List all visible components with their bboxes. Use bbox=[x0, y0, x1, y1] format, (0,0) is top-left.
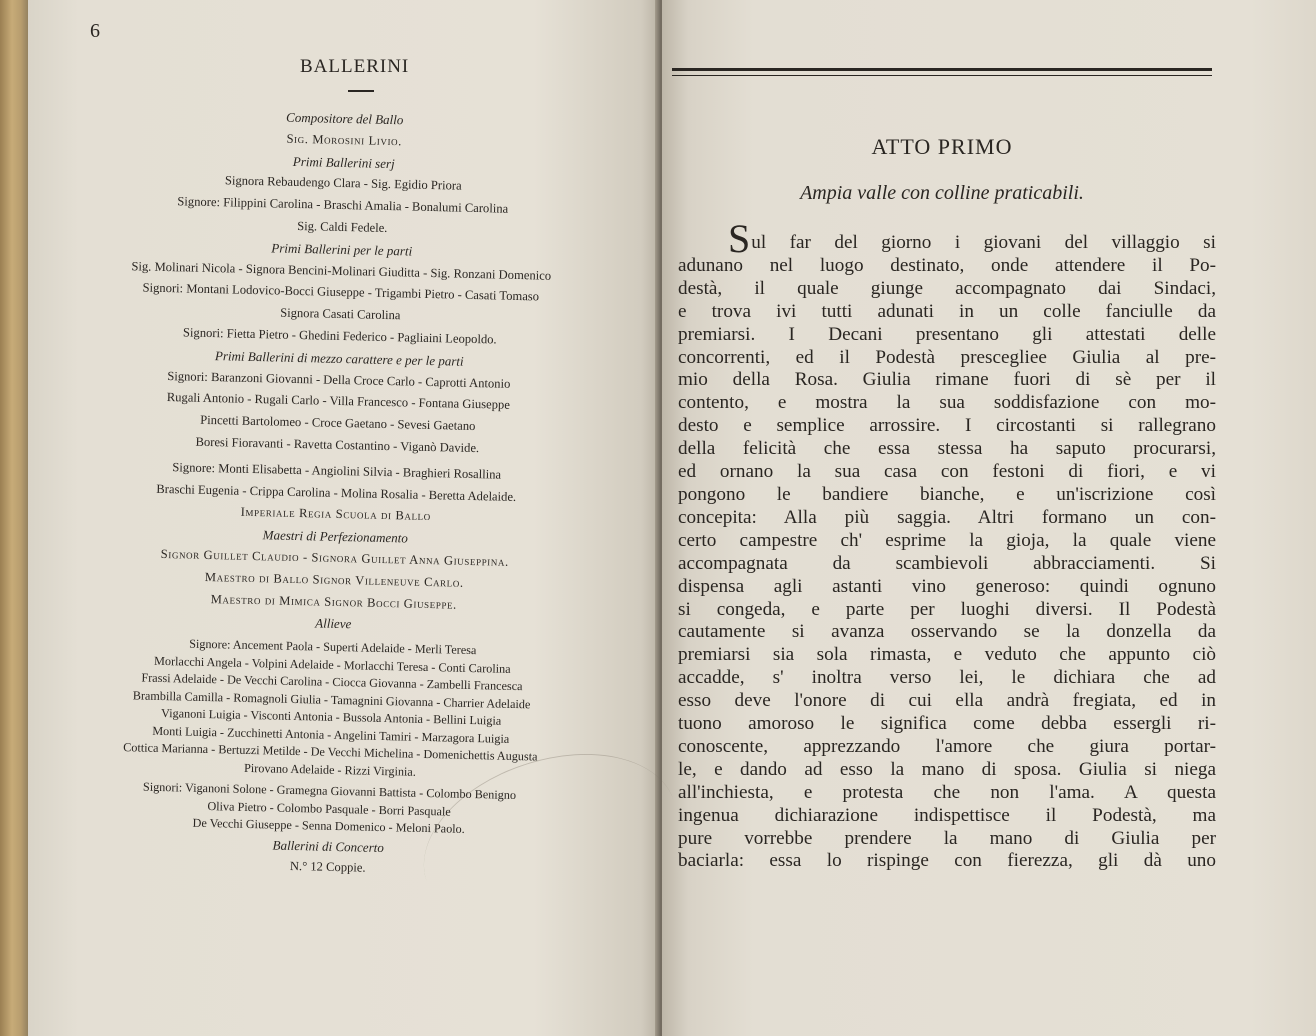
cast-line: Pirovano Adelaide - Rizzi Virginia. bbox=[243, 760, 417, 779]
cast-line: Frassi Adelaide - De Vecchi Carolina - Ciocca Giovanna - Zambelli Francesca bbox=[141, 670, 523, 694]
cast-list bbox=[33, 101, 640, 885]
body-line: destà, il quale giunge accompagnato dai Sindaci, bbox=[678, 277, 1216, 299]
page-number: 6 bbox=[90, 20, 100, 42]
cast-line: Signori: Viganoni Solone - Gramegna Giovanni Battista - Colombo Benigno bbox=[142, 779, 517, 803]
body-line: dispensa agli astanti vino generoso: quindi ognuno bbox=[678, 575, 1216, 597]
cast-line: Signore: Monti Elisabetta - Angiolini Silvia - Braghieri Rosallina bbox=[172, 459, 502, 482]
body-line: e trova ivi tutti adunati in un colle fanciulle da bbox=[678, 300, 1216, 322]
cast-line: Morlacchi Angela - Volpini Adelaide - Morlacchi Teresa - Conti Carolina bbox=[153, 653, 511, 676]
cast-line: N.° 12 Coppie. bbox=[289, 859, 366, 876]
cast-line: Viganoni Luigia - Visconti Antonia - Bussola Antonia - Bellini Luigia bbox=[160, 706, 502, 728]
body-line: pure vorrebbe prendere la mano di Giulia per bbox=[678, 827, 1216, 849]
title-rule bbox=[348, 90, 374, 92]
cast-line: De Vecchi Giuseppe - Senna Domenico - Meloni Paolo. bbox=[192, 815, 465, 837]
body-line: della felicità che essa stessa ha saputo procurarsi, bbox=[678, 438, 1216, 460]
cast-line: Signori: Fietta Pietro - Ghedini Federico - Pagliaini Leopoldo. bbox=[182, 325, 497, 347]
cast-line: Primi Ballerini serj bbox=[292, 153, 395, 171]
cast-line: Primi Ballerini per le parti bbox=[271, 240, 413, 259]
cast-line: Signor Guillet Claudio - Signora Guillet Anna Giuseppina. bbox=[160, 546, 509, 569]
scene-title: Ampia valle con colline praticabili. bbox=[800, 182, 1084, 204]
cast-line: Ballerini di Concerto bbox=[272, 837, 385, 855]
body-line: le, e dando ad esso la mano di sposa. Giulia si niega bbox=[678, 758, 1216, 780]
cast-line: Sig. Caldi Fedele. bbox=[297, 218, 388, 235]
body-line: cautamente si avanza osservando se la donzella da bbox=[678, 621, 1216, 643]
body-line: conoscente, apprezzando l'amore che giura portar- bbox=[678, 735, 1216, 757]
cast-line: Imperiale Regia Scuola di Ballo bbox=[240, 505, 432, 524]
cast-line: Oliva Pietro - Colombo Pasquale - Borri Pasquale bbox=[207, 798, 451, 819]
body-line: adunano nel luogo destinato, onde attendere il Po- bbox=[678, 254, 1216, 276]
body-line: desto e semplice arrossire. I circostanti si rallegrano bbox=[678, 415, 1216, 437]
cast-line: Cottica Marianna - Bertuzzi Metilde - De Vecchi Michelina - Domenichettis Augusta bbox=[123, 740, 538, 764]
body-line: contento, e mostra la sua soddisfazione con mo- bbox=[678, 392, 1216, 414]
cast-line: Signori: Baranzoni Giovanni - Della Croce Carlo - Caprotti Antonio bbox=[167, 368, 511, 391]
cast-line: Sig. Morosini Livio. bbox=[286, 131, 403, 149]
body-line: certo campestre ch' esprime la gioja, la quale viene bbox=[678, 529, 1216, 551]
cast-line: Allieve bbox=[315, 615, 352, 632]
cast-line: Pincetti Bartolomeo - Croce Gaetano - Sevesi Gaetano bbox=[200, 412, 476, 434]
cast-line: Signora Rebaudengo Clara - Sig. Egidio Priora bbox=[224, 173, 462, 194]
cast-line: Maestro di Ballo Signor Villeneuve Carlo. bbox=[204, 569, 464, 590]
body-line: concepita: Alla più saggia. Altri formano un con- bbox=[678, 506, 1216, 528]
cast-line: Braschi Eugenia - Crippa Carolina - Molina Rosalia - Beretta Adelaide. bbox=[156, 481, 517, 504]
first-line-text: ul far del giorno i giovani del villaggio si bbox=[751, 232, 1216, 253]
body-line: accompagnata da scambievoli abbracciamenti. Si bbox=[678, 552, 1216, 574]
cast-line: Monti Luigia - Zucchinetti Antonia - Angelini Tamiri - Marzagora Luigia bbox=[152, 723, 510, 746]
act-title: ATTO PRIMO bbox=[871, 134, 1013, 159]
header-rule bbox=[672, 68, 1212, 76]
cast-line: Brambilla Camilla - Romagnoli Giulia - Tamagnini Giovanna - Charrier Adelaide bbox=[132, 687, 531, 711]
body-line bbox=[678, 216, 1216, 261]
body-text bbox=[678, 216, 1216, 873]
cast-line: Sig. Molinari Nicola - Signora Bencini-Molinari Giuditta - Sig. Ronzani Domenico bbox=[131, 258, 552, 283]
section-title: BALLERINI bbox=[300, 56, 410, 77]
body-line: tuono amoroso le significa come debba essergli ri- bbox=[678, 713, 1216, 735]
body-line: baciarla: essa lo rispinge con fierezza, gli dà uno bbox=[678, 850, 1216, 872]
cast-line: Signora Casati Carolina bbox=[280, 305, 401, 323]
body-line: premiarsi. I Decani presentano gli attestati delle bbox=[678, 323, 1216, 345]
cast-line: Maestro di Mimica Signor Bocci Giuseppe. bbox=[210, 591, 458, 612]
book-edge bbox=[0, 0, 30, 1036]
body-line: ed ornano la sua casa con festoni di fiori, e vi bbox=[678, 461, 1216, 483]
body-line: si congeda, e parte per luoghi diversi. Il Podestà bbox=[678, 598, 1216, 620]
body-line: premiarsi sia sola rimasta, e veduto che appunto ciò bbox=[678, 644, 1216, 666]
cast-line: Boresi Fioravanti - Ravetta Costantino - Viganò Davide. bbox=[195, 434, 480, 456]
body-line: accadde, s' inoltra verso lei, le dichiara che ad bbox=[678, 667, 1216, 689]
cast-line: Signore: Ancement Paola - Superti Adelaide - Merli Teresa bbox=[189, 636, 477, 658]
cast-line: Maestri di Perfezionamento bbox=[262, 527, 409, 546]
cast-line: Primi Ballerini di mezzo carattere e per le parti bbox=[214, 347, 464, 369]
body-line: esso deve l'onore di cui ella andrà fregiata, ed in bbox=[678, 690, 1216, 712]
body-line: mio della Rosa. Giulia rimane fuori di sè per il bbox=[678, 369, 1216, 391]
cast-line: Rugali Antonio - Rugali Carlo - Villa Francesco - Fontana Giuseppe bbox=[166, 390, 511, 413]
body-line: all'inchiesta, e protesta che non l'ama. A questa bbox=[678, 781, 1216, 803]
cast-line: Signori: Montani Lodovico-Bocci Giuseppe - Trigambi Pietro - Casati Tomaso bbox=[142, 280, 540, 304]
body-line: pongono le bandiere bianche, e un'iscrizione così bbox=[678, 483, 1216, 505]
body-line: concorrenti, ed il Podestà prescegliee Giulia al pre- bbox=[678, 346, 1216, 368]
body-line: ingenua dichiarazione indispettisce il Podestà, ma bbox=[678, 804, 1216, 826]
cast-line: Signore: Filippini Carolina - Braschi Amalia - Bonalumi Carolina bbox=[177, 194, 509, 216]
cast-line: Compositore del Ballo bbox=[285, 109, 404, 128]
drop-cap: S bbox=[728, 216, 751, 261]
